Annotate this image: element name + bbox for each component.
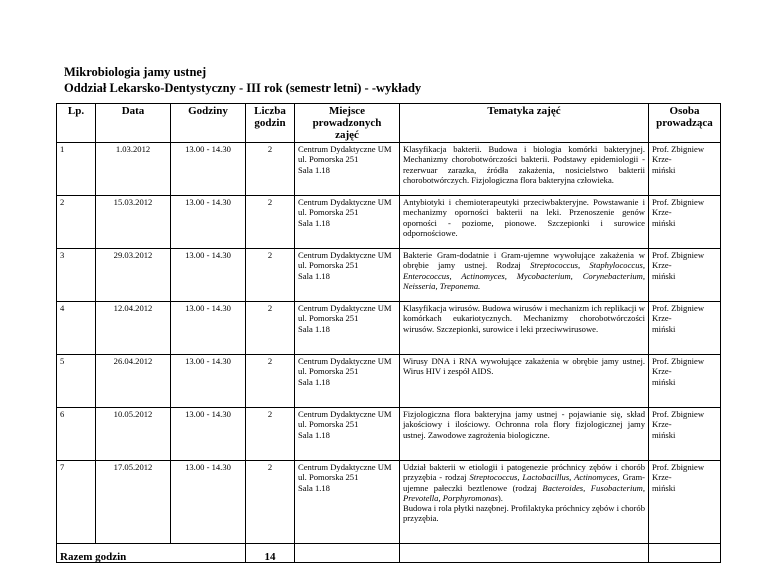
place-line: ul. Pomorska 251 [298, 154, 359, 165]
place-line: Centrum Dydaktyczne UM [298, 409, 392, 419]
cell-place [295, 408, 400, 461]
place-line: ul. Pomorska 251 [298, 207, 359, 218]
place-line: ul. Pomorska 251 [298, 260, 359, 271]
cell-count: 2 [246, 196, 295, 249]
cell-place [295, 143, 400, 196]
cell-count: 2 [246, 143, 295, 196]
lecturer-line: miński [652, 323, 676, 334]
table-row [57, 461, 721, 544]
cell-lp: 7 [57, 461, 96, 544]
cell-topic: Fizjologiczna flora bakteryjna jamy ustnej - pojawianie się, skład jakościowy i ilościowy. Ochronna rola flory fizjologicznej jamy ustnej. Zawodowe zagrożenia biologiczne. [400, 408, 649, 461]
table-row [57, 143, 721, 196]
title-line-1: Mikrobiologia jamy ustnej [64, 65, 207, 79]
cell-lecturer [649, 249, 721, 302]
topic-text: Gram-ujemne pałeczki beztlenowe (rodzaj [403, 472, 645, 493]
cell-date: 29.03.2012 [96, 249, 171, 302]
cell-place [295, 249, 400, 302]
place-line: Centrum Dydaktyczne UM [298, 462, 392, 472]
cell-count: 2 [246, 302, 295, 355]
place-line: Centrum Dydaktyczne UM [298, 250, 392, 260]
cell-hours: 13.00 - 14.30 [171, 249, 246, 302]
document-title [64, 64, 421, 96]
cell-lecturer [649, 355, 721, 408]
footer-total: 14 [246, 544, 295, 563]
cell-topic: Wirusy DNA i RNA wywołujące zakażenia w obrębie jamy ustnej. Wirus HIV i zespół AIDS. [400, 355, 649, 408]
topic-text-italic: Streptococcus, Staphylococcus, Enterococcus, Actinomyces, Mycobacterium, Corynebacterium, Neisseria, Treponema. [403, 260, 645, 291]
lecturer-line: Prof. Zbigniew Krze- [652, 462, 705, 483]
cell-date: 1.03.2012 [96, 143, 171, 196]
cell-date: 12.04.2012 [96, 302, 171, 355]
cell-hours: 13.00 - 14.30 [171, 196, 246, 249]
schedule-table [56, 103, 721, 563]
place-line: Centrum Dydaktyczne UM [298, 356, 392, 366]
cell-date: 17.05.2012 [96, 461, 171, 544]
table-row [57, 408, 721, 461]
header-date: Data [96, 104, 171, 143]
cell-topic [400, 461, 649, 544]
header-count-line-2: godzin [254, 117, 286, 129]
cell-place [295, 461, 400, 544]
place-line: Centrum Dydaktyczne UM [298, 303, 392, 313]
cell-lecturer [649, 302, 721, 355]
title-line-2: Oddział Lekarsko-Dentystyczny - III rok (semestr letni) - -wykłady [64, 81, 422, 95]
lecturer-line: miński [652, 376, 676, 387]
cell-place [295, 196, 400, 249]
cell-lecturer [649, 196, 721, 249]
lecturer-line: Prof. Zbigniew Krze- [652, 303, 705, 324]
cell-count: 2 [246, 408, 295, 461]
cell-hours: 13.00 - 14.30 [171, 355, 246, 408]
cell-date: 26.04.2012 [96, 355, 171, 408]
topic-text: ). [497, 492, 503, 503]
header-place-line-1: Miejsce prowadzonych [312, 105, 382, 129]
header-count-line-1: Liczba [254, 105, 286, 117]
cell-lecturer [649, 408, 721, 461]
header-topic: Tematyka zajęć [400, 104, 649, 143]
cell-hours: 13.00 - 14.30 [171, 461, 246, 544]
table-header-row [57, 104, 721, 143]
cell-lp: 5 [57, 355, 96, 408]
cell-lp: 4 [57, 302, 96, 355]
table-row [57, 196, 721, 249]
cell-place [295, 355, 400, 408]
lecturer-line: miński [652, 429, 676, 440]
cell-hours: 13.00 - 14.30 [171, 143, 246, 196]
cell-hours: 13.00 - 14.30 [171, 302, 246, 355]
cell-place [295, 302, 400, 355]
lecturer-line: Prof. Zbigniew Krze- [652, 197, 705, 218]
cell-count: 2 [246, 461, 295, 544]
lecturer-line: miński [652, 482, 676, 493]
cell-date: 10.05.2012 [96, 408, 171, 461]
topic-text-italic: Streptococcus, Lactobacillus, Actinomyces, [469, 472, 620, 483]
table-row [57, 249, 721, 302]
lecturer-line: Prof. Zbigniew Krze- [652, 409, 705, 430]
cell-hours: 13.00 - 14.30 [171, 408, 246, 461]
place-line: Sala 1.18 [298, 217, 330, 228]
place-line: Sala 1.18 [298, 270, 330, 281]
cell-lecturer [649, 461, 721, 544]
header-count [246, 104, 295, 143]
footer-label: Razem godzin [57, 544, 246, 563]
cell-topic [400, 249, 649, 302]
place-line: ul. Pomorska 251 [298, 419, 359, 430]
cell-count: 2 [246, 249, 295, 302]
topic-text: Udział bakterii w etiologii i patogenezie próchnicy zębów i chorób przyzębia - rodzaj [403, 462, 645, 483]
place-line: ul. Pomorska 251 [298, 472, 359, 483]
place-line: ul. Pomorska 251 [298, 366, 359, 377]
header-lecturer: Osoba prowadząca [649, 104, 721, 143]
topic-text: Budowa i rola płytki nazębnej. Profilaktyka próchnicy zębów i chorób przyzębia. [403, 503, 645, 524]
header-place-line-2: zajęć [335, 129, 359, 141]
lecturer-line: miński [652, 217, 676, 228]
table-row [57, 355, 721, 408]
place-line: Sala 1.18 [298, 429, 330, 440]
table-row [57, 302, 721, 355]
header-place [295, 104, 400, 143]
lecturer-line: Prof. Zbigniew Krze- [652, 356, 705, 377]
place-line: Sala 1.18 [298, 164, 330, 175]
lecturer-line: miński [652, 270, 676, 281]
lecturer-line: Prof. Zbigniew Krze- [652, 250, 705, 271]
place-line: Sala 1.18 [298, 376, 330, 387]
place-line: Sala 1.18 [298, 323, 330, 334]
topic-text-italic: Bacteroides, Fusobacterium, Prevotella, Porphyromonas [403, 482, 645, 503]
cell-lp: 1 [57, 143, 96, 196]
lecturer-line: Prof. Zbigniew Krze- [652, 144, 705, 165]
cell-topic: Klasyfikacja bakterii. Budowa i biologia komórki bakteryjnej. Mechanizmy chorobotwórczości bakterii. Podstawy epidemiologii - rezerwuar zarazka, źródła zakażenia, nosicielstwo bakterii chorobotwórczych. Fizjologiczna flora bakteryjna człowieka. [400, 143, 649, 196]
place-line: Centrum Dydaktyczne UM [298, 144, 392, 154]
footer-empty-cell [400, 544, 649, 563]
place-line: Centrum Dydaktyczne UM [298, 197, 392, 207]
header-hours: Godziny [171, 104, 246, 143]
cell-lecturer [649, 143, 721, 196]
footer-empty-cell [649, 544, 721, 563]
header-lp: Lp. [57, 104, 96, 143]
table-footer-row [57, 544, 721, 563]
place-line: Sala 1.18 [298, 482, 330, 493]
cell-topic: Antybiotyki i chemioterapeutyki przeciwbakteryjne. Powstawanie i mechanizmy oporności bakterii na leki. Przenoszenie genów oporności - poziome, pionowe. Szczepionki i surowice odpornościowe. [400, 196, 649, 249]
cell-date: 15.03.2012 [96, 196, 171, 249]
place-line: ul. Pomorska 251 [298, 313, 359, 324]
cell-lp: 6 [57, 408, 96, 461]
cell-lp: 2 [57, 196, 96, 249]
lecturer-line: miński [652, 164, 676, 175]
cell-lp: 3 [57, 249, 96, 302]
cell-count: 2 [246, 355, 295, 408]
footer-empty-cell [295, 544, 400, 563]
cell-topic: Klasyfikacja wirusów. Budowa wirusów i mechanizm ich replikacji w komórkach eukariotycznych. Mechanizmy chorobotwórczości wirusów. Szczepionki, surowice i leki przeciwwirusowe. [400, 302, 649, 355]
topic-text: Bakterie Gram-dodatnie i Gram-ujemne wywołujące zakażenia w obrębie jamy ustnej. Rodzaj [403, 250, 645, 271]
